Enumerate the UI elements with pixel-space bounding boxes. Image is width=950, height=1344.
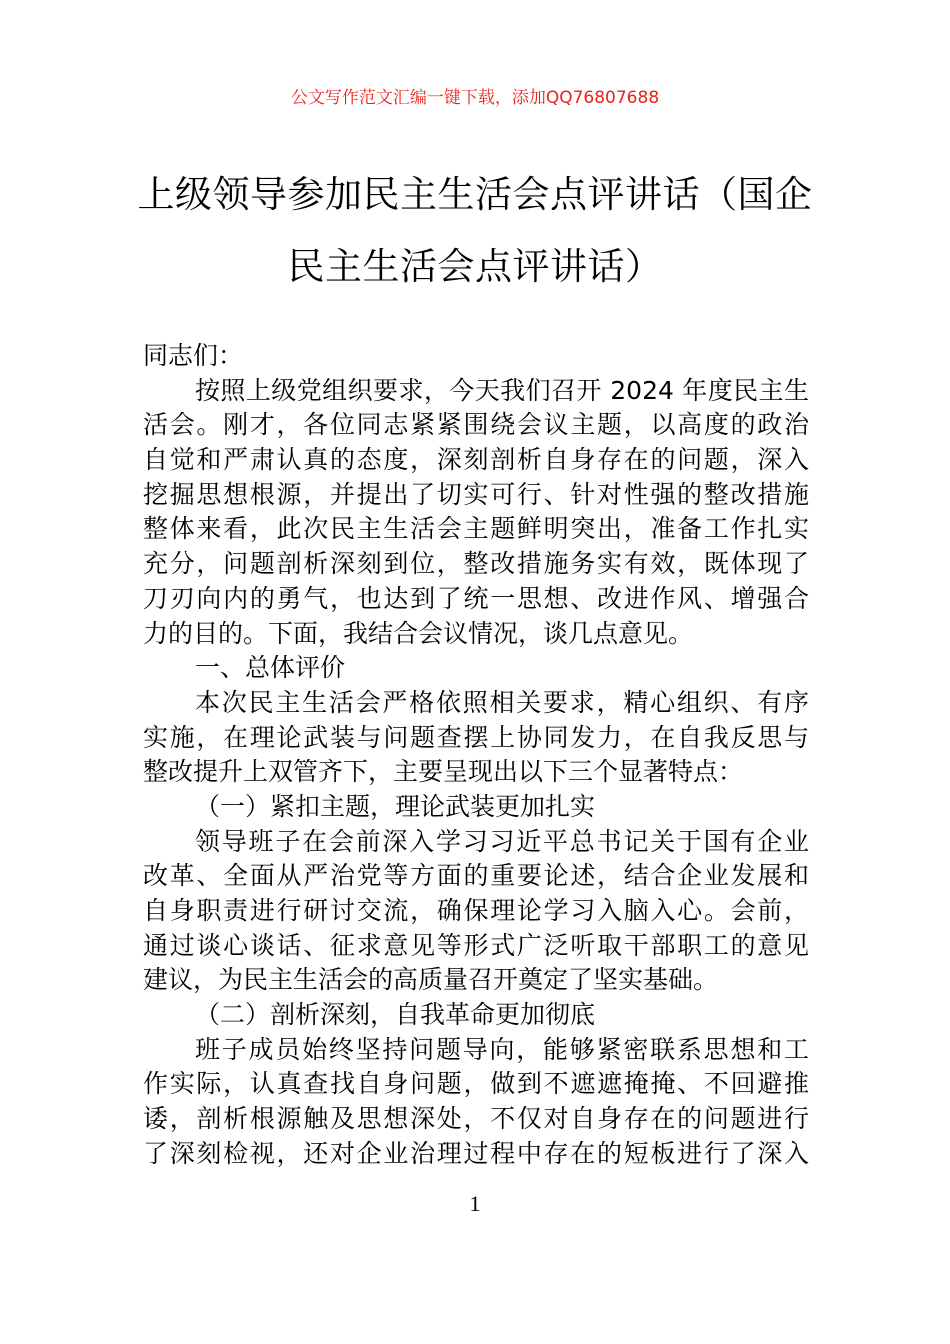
document-body — [143, 339, 809, 1172]
title-line: 上级领导参加民主生活会点评讲话（国企 — [137, 173, 813, 216]
paragraph-line: 改革、全面从严治党等方面的重要论述，结合企业发展和 — [143, 861, 809, 891]
paragraph-line: 领导班子在会前深入学习习近平总书记关于国有企业 — [195, 826, 809, 856]
paragraph-line: 力的目的。下面，我结合会议情况，谈几点意见。 — [143, 618, 694, 648]
paragraph-line: 挖掘思想根源，并提出了切实可行、针对性强的整改措施 — [143, 479, 809, 509]
section-heading: 一、总体评价 — [195, 653, 346, 683]
paragraph-line: 自觉和严肃认真的态度，深刻剖析自身存在的问题，深入 — [143, 445, 809, 475]
paragraph-line: 活会。刚才，各位同志紧紧围绕会议主题，以高度的政治 — [143, 410, 809, 440]
paragraph-line: 通过谈心谈话、征求意见等形式广泛听取干部职工的意见 — [143, 930, 809, 960]
document-title — [135, 168, 815, 294]
paragraph-line: 班子成员始终坚持问题导向，能够紧密联系思想和工 — [195, 1034, 809, 1064]
promo-banner[interactable]: 公文写作范文汇编一键下载，添加QQ76807688 — [290, 88, 660, 108]
title-line: 民主生活会点评讲话） — [287, 245, 663, 288]
paragraph-line: 诿，剖析根源触及思想深处，不仅对自身存在的问题进行 — [143, 1104, 809, 1134]
salutation: 同志们： — [143, 341, 244, 370]
paragraph-line: 刀刃向内的勇气，也达到了统一思想、改进作风、增强合 — [143, 583, 809, 613]
paragraph-line: 充分，问题剖析深刻到位，整改措施务实有效，既体现了 — [143, 549, 809, 579]
paragraph-line: 实施，在理论武装与问题查摆上协同发力，在自我反思与 — [143, 722, 809, 752]
subsection-heading: （一）紧扣主题，理论武装更加扎实 — [195, 791, 596, 821]
paragraph-line: 作实际，认真查找自身问题，做到不遮遮掩掩、不回避推 — [143, 1069, 809, 1099]
subsection-heading: （二）剖析深刻，自我革命更加彻底 — [195, 1000, 596, 1030]
paragraph-line: 按照上级党组织要求，今天我们召开 2024 年度民主生 — [195, 375, 809, 405]
paragraph-line: 了深刻检视，还对企业治理过程中存在的短板进行了深入 — [143, 1138, 809, 1168]
paragraph-line: 自身职责进行研讨交流，确保理论学习入脑入心。会前， — [143, 896, 809, 925]
page-number: 1 — [469, 1191, 481, 1216]
paragraph-line: 整体来看，此次民主生活会主题鲜明突出，准备工作扎实 — [143, 514, 809, 544]
paragraph-line: 整改提升上双管齐下，主要呈现出以下三个显著特点： — [143, 757, 744, 787]
paragraph-line: 本次民主生活会严格依照相关要求，精心组织、有序 — [195, 687, 809, 717]
paragraph-line: 建议，为民主生活会的高质量召开奠定了坚实基础。 — [143, 965, 719, 995]
